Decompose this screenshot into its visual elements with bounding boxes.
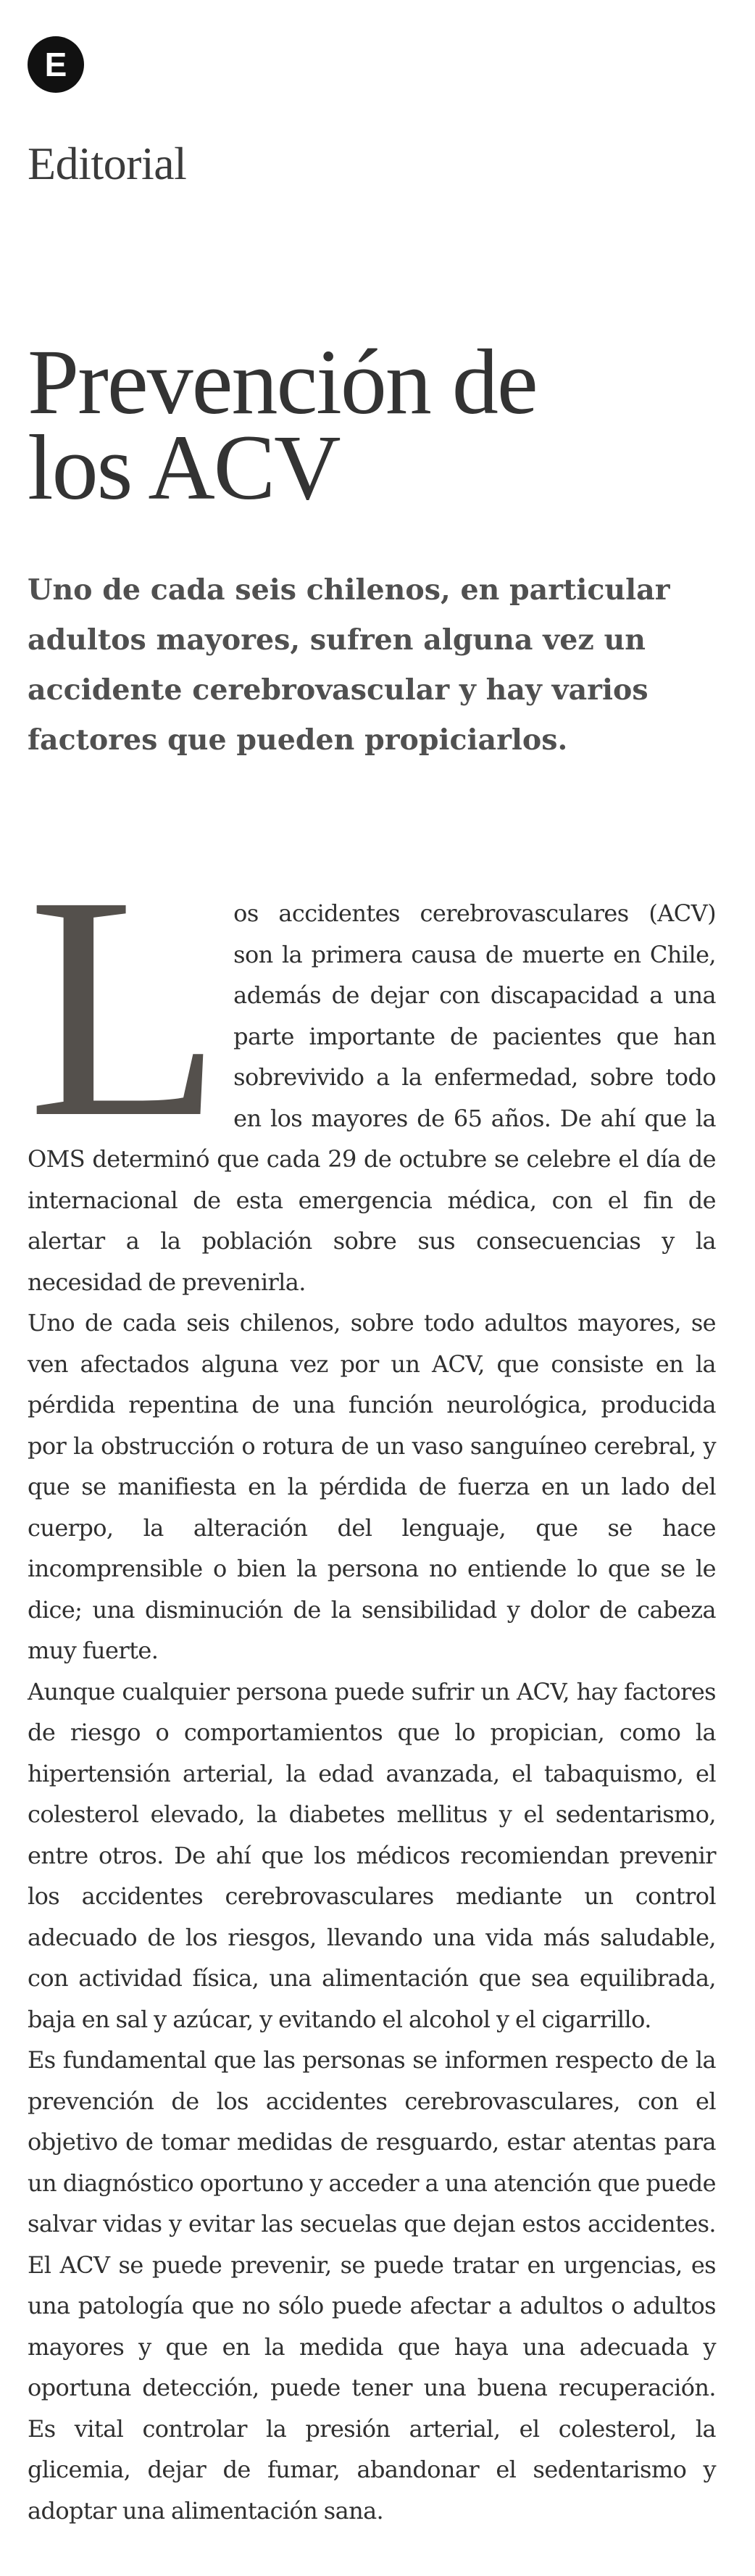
paragraph-4: Es fundamental que las personas se informen respecto de la prevención de los accidentes cerebrovasculares, con el objetivo de tomar medidas de resguardo, estar atentas para un diagnóstico oportuno y acceder a una atención que puede salvar vidas y evitar las secuelas que dejan estos accidentes. El ACV se puede prevenir, se puede tratar en urgencias, es una patología que no sólo puede afectar a adultos o adultos mayores y que en la medida que haya una adecuada y oportuna detección, puede tener una buena recuperación. Es vital controlar la presión arterial, el colesterol, la glicemia, dejar de fumar, abandonar el sedentarismo y adoptar una alimentación sana. bbox=[28, 2046, 716, 2525]
section-badge-icon: E bbox=[28, 36, 84, 93]
paragraph-1-text: os accidentes cerebrovasculares (ACV) son la primera causa de muerte en Chile, además de dejar con discapacidad a una parte importante de pacientes que han sobrevivido a la enfermedad, sobre todo en los mayores de 65 años. De ahí que la OMS determinó que cada 29 de octubre se celebre el día de internacional de esta emergencia médica, con el fin de alertar a la población sobre sus consecuencias y la necesidad de prevenirla. bbox=[28, 899, 716, 1296]
editorial-page bbox=[28, 36, 716, 2531]
article-body bbox=[28, 831, 716, 2531]
paragraph-2: Uno de cada seis chilenos, sobre todo adultos mayores, se ven afectados alguna vez por un ACV, que consiste en la pérdida repentina de una función neurológica, producida por la obstrucción o rotura de un vaso sanguíneo cerebral, y que se manifiesta en la pérdida de fuerza en un lado del cuerpo, la alteración del lenguaje, que se hace incomprensible o bien la persona no entiende lo que se le dice; una disminución de la sensibilidad y dolor de cabeza muy fuerte. bbox=[28, 1309, 716, 1664]
paragraph-1 bbox=[28, 831, 716, 1302]
article-title: Prevención de los ACV bbox=[28, 331, 537, 519]
paragraph-3: Aunque cualquier persona puede sufrir un ACV, hay factores de riesgo o comportamientos que lo propician, como la hipertensión arterial, la edad avanzada, el tabaquismo, el colesterol elevado, la diabetes mellitus y el sedentarismo, entre otros. De ahí que los médicos recomiendan prevenir los accidentes cerebrovasculares mediante un control adecuado de los riesgos, llevando una vida más saludable, con actividad física, una alimentación que sea equilibrada, baja en sal y azúcar, y evitando el alcohol y el cigarrillo. bbox=[28, 1677, 716, 2033]
section-label: Editorial bbox=[28, 138, 187, 189]
article-lead: Uno de cada seis chilenos, en particular adultos mayores, sufren alguna vez un accidente cerebrovascular y hay varios factores que pueden propiciarlos. bbox=[28, 573, 670, 757]
drop-cap: L bbox=[28, 831, 222, 1184]
